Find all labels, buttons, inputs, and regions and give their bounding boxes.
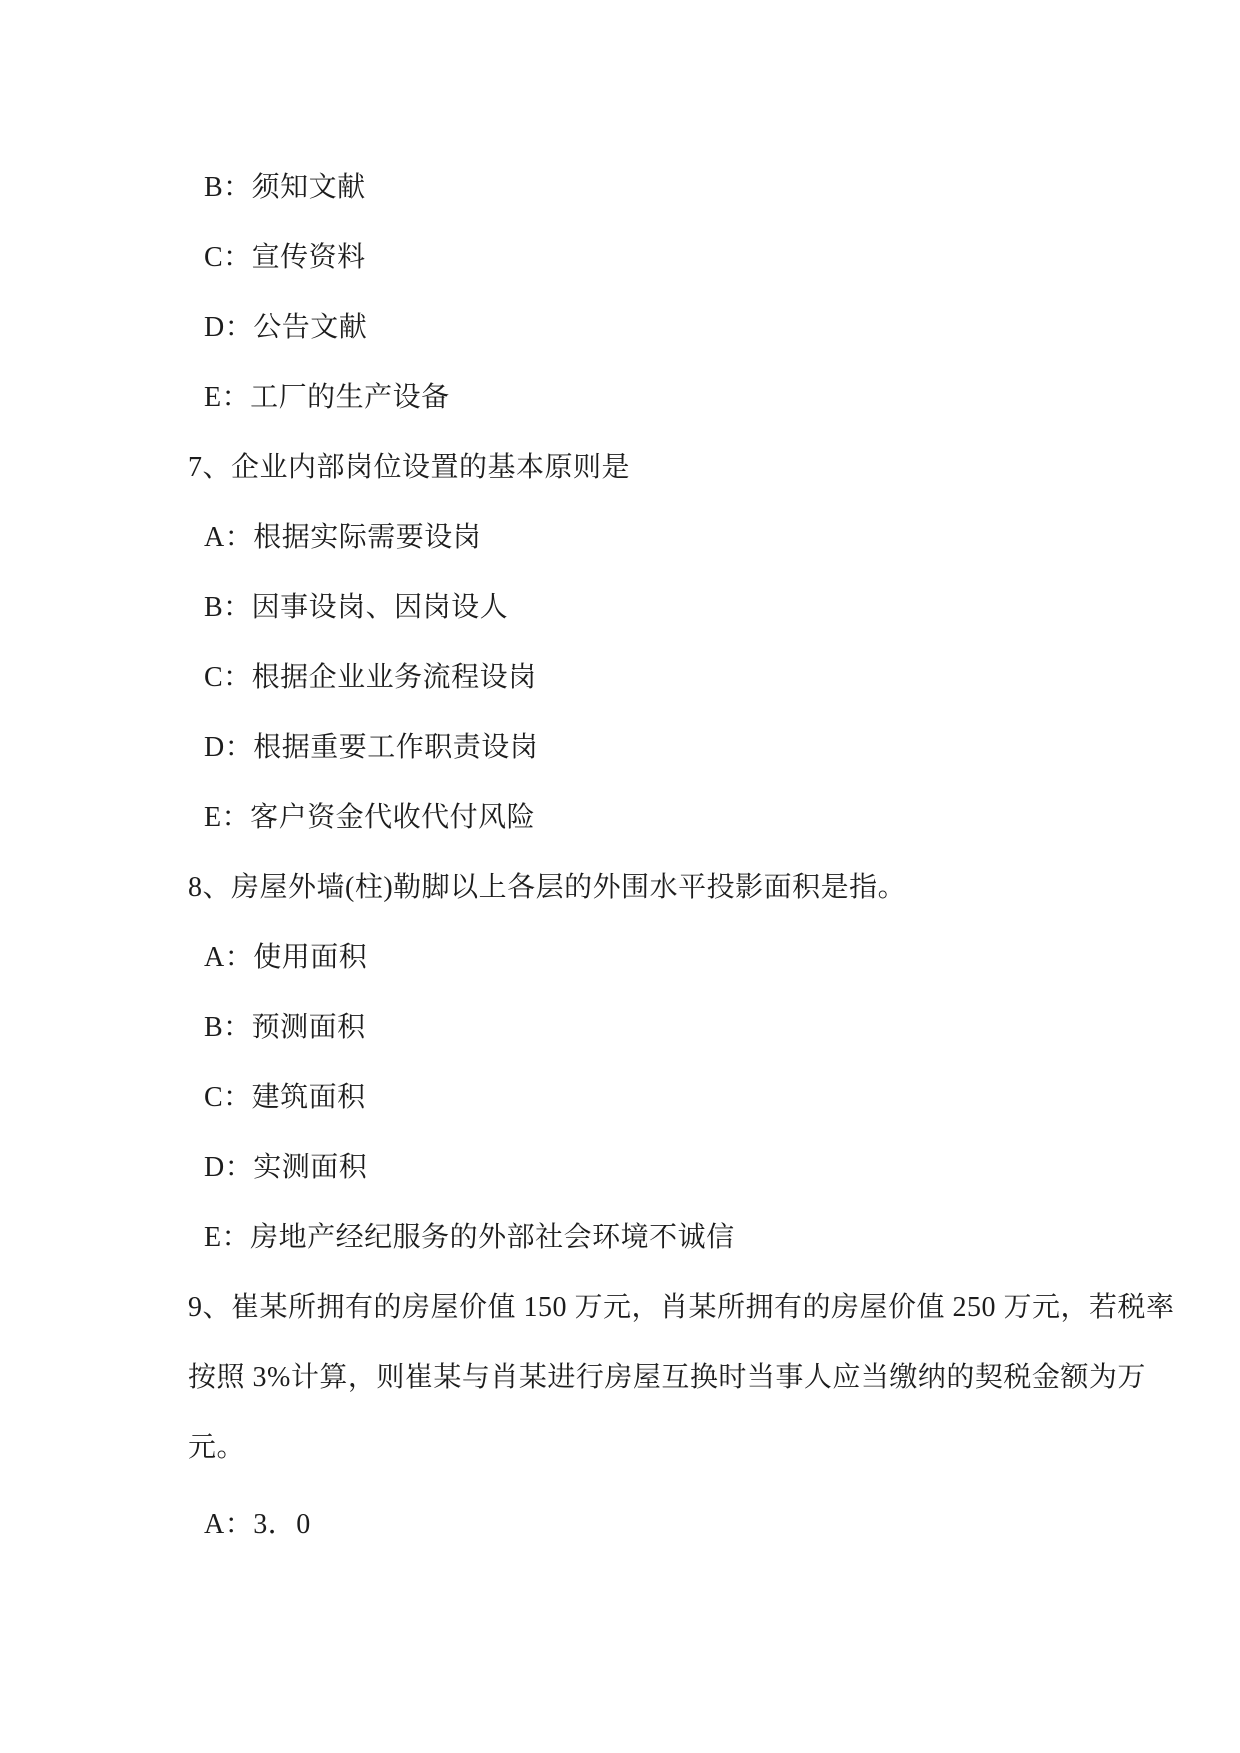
q9-stem-line-1: 9、崔某所拥有的房屋价值 150 万元，肖某所拥有的房屋价值 250 万元，若税率: [188, 1292, 1175, 1323]
q8-stem: 8、房屋外墙(柱)勒脚以上各层的外围水平投影面积是指。: [188, 872, 907, 903]
question-list: [0, 153, 1240, 1560]
q8-option-c: C：建筑面积: [204, 1082, 366, 1113]
q9-stem-line-3: 元。: [188, 1432, 246, 1463]
q8-option-a: A：使用面积: [204, 942, 368, 973]
q7-option-a: A：根据实际需要设岗: [204, 522, 482, 553]
q9-stem-line-2: 按照 3%计算，则崔某与肖某进行房屋互换时当事人应当缴纳的契税金额为万: [188, 1362, 1146, 1393]
q7-option-c: C：根据企业业务流程设岗: [204, 662, 537, 693]
q8-option-b: B：预测面积: [204, 1012, 366, 1043]
q6-option-b: B：须知文献: [204, 172, 366, 203]
q6-option-e: E：工厂的生产设备: [204, 382, 450, 413]
q7-stem: 7、企业内部岗位设置的基本原则是: [188, 452, 631, 483]
q6-option-d: D：公告文献: [204, 312, 368, 343]
q6-option-c: C：宣传资料: [204, 242, 366, 273]
q8-option-d: D：实测面积: [204, 1152, 368, 1183]
q7-option-e: E：客户资金代收代付风险: [204, 802, 536, 833]
q9-option-a: A：3．0: [204, 1509, 311, 1540]
q7-option-d: D：根据重要工作职责设岗: [204, 732, 539, 763]
q8-option-e: E：房地产经纪服务的外部社会环境不诚信: [204, 1222, 735, 1253]
q7-option-b: B：因事设岗、因岗设人: [204, 592, 509, 623]
